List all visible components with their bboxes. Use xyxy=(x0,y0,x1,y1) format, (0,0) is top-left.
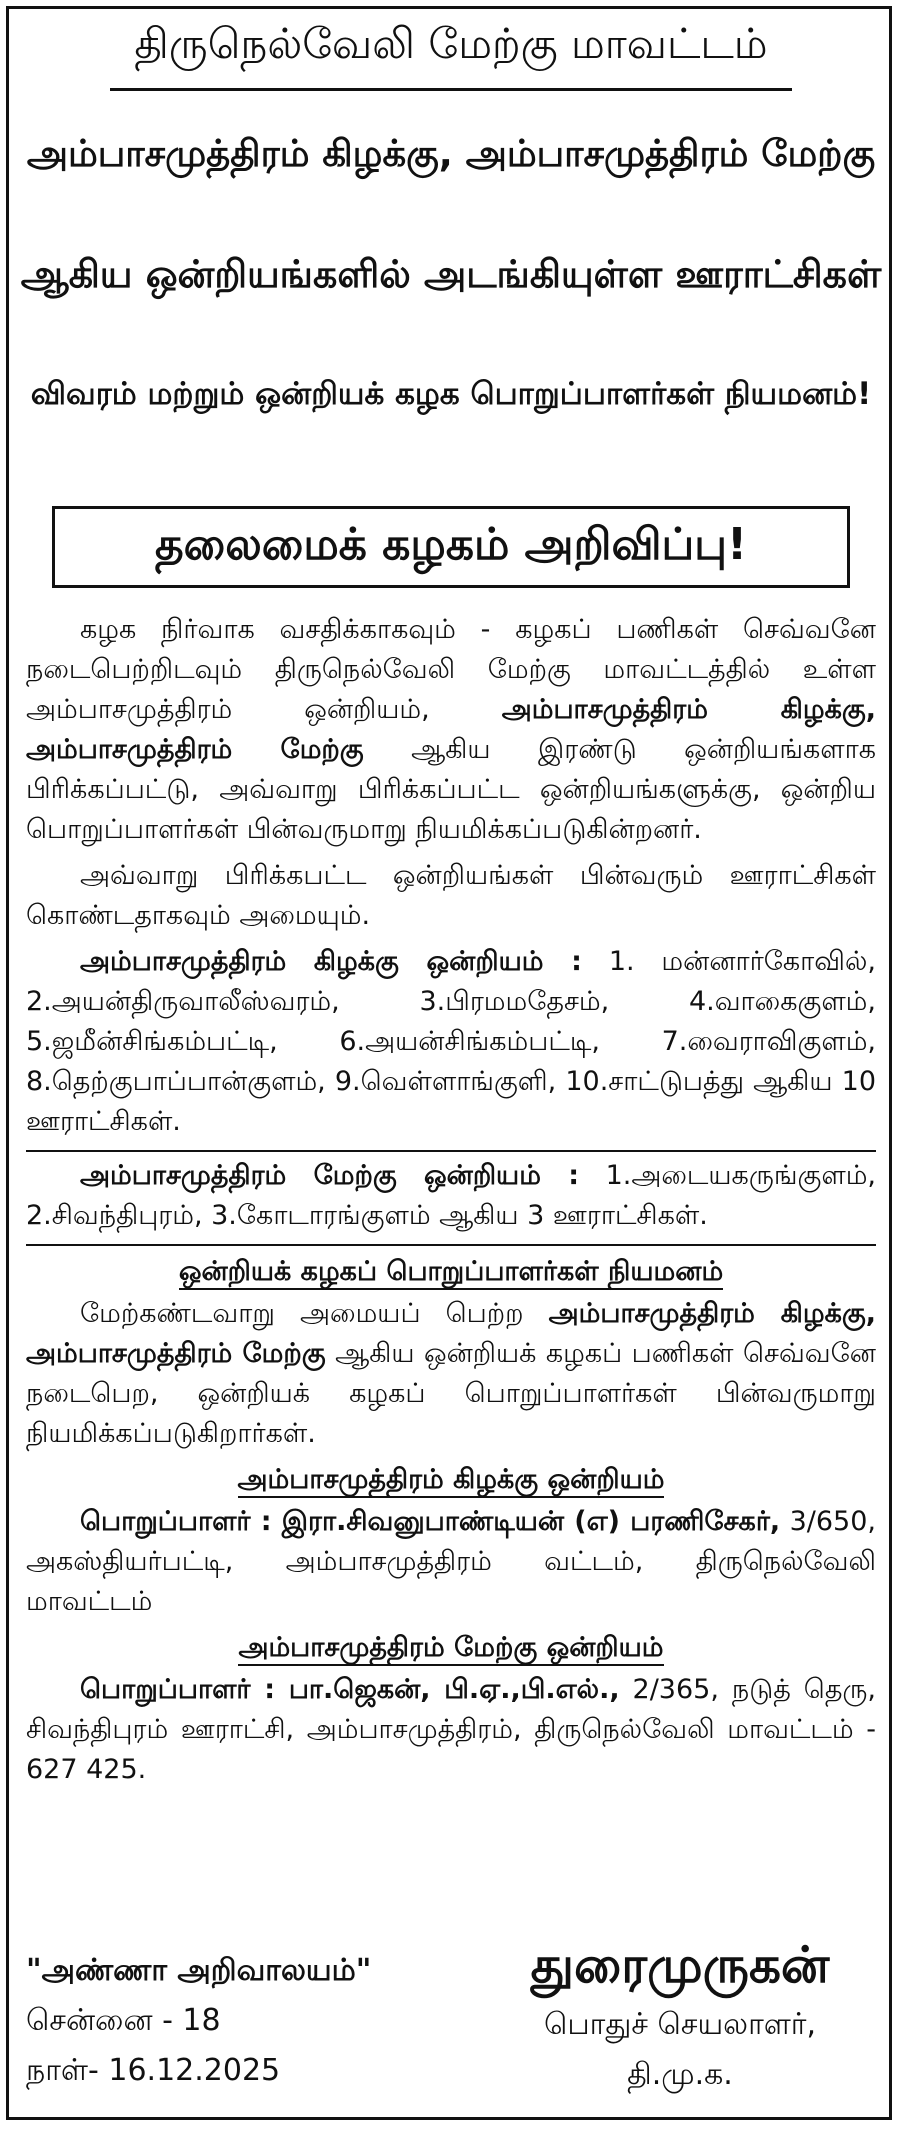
east-person-address: 3/650, அகஸ்தியர்பட்டி, அம்பாசமுத்திரம் வட்டம், திருநெல்வேலி மாவட்டம் xyxy=(26,1506,876,1617)
paragraph-intro xyxy=(26,610,876,850)
divider xyxy=(26,1244,876,1246)
divider xyxy=(26,1150,876,1152)
west-heading-text: அம்பாசமுத்திரம் மேற்கு ஒன்றியம் xyxy=(238,1632,663,1666)
east-heading xyxy=(26,1460,876,1500)
west-person-address: 2/365, நடுத் தெரு, சிவந்திபுரம் ஊராட்சி, அம்பாசமுத்திரம், திருநெல்வேலி மாவட்டம் - 627 425. xyxy=(26,1674,877,1785)
footer-date: நாள்- 16.12.2025 xyxy=(26,2053,281,2088)
footer-signatory xyxy=(480,1930,880,2100)
notice-title-box xyxy=(52,506,850,588)
east-union-label: அம்பாசமுத்திரம் கிழக்கு ஒன்றியம் : xyxy=(80,946,582,977)
west-union-label: அம்பாசமுத்திரம் மேற்கு ஒன்றியம் : xyxy=(80,1160,580,1191)
appointments-text: மேற்கண்டவாறு அமையப் பெற்ற xyxy=(80,1298,549,1329)
intro-text: கழக நிர்வாக வசதிக்காகவும் - கழகப் பணிகள் செவ்வனே நடைபெற்றிடவும் திருநெல்வேலி மேற்கு மாவட்டத்தில் உள்ள அம்பாசமுத்திரம் ஒன்றியம், xyxy=(26,614,876,725)
district-title: திருநெல்வேலி மேற்கு மாவட்டம் xyxy=(134,19,768,68)
paragraph-panchayats: அவ்வாறு பிரிக்கபட்ட ஒன்றியங்கள் பின்வரும் ஊராட்சிகள் கொண்டதாகவும் அமையும். xyxy=(26,860,876,931)
east-heading-text: அம்பாசமுத்திரம் கிழக்கு ஒன்றியம் xyxy=(238,1464,665,1498)
paragraph-appointments xyxy=(26,1294,876,1454)
east-person xyxy=(26,1502,876,1622)
footer-place-date xyxy=(26,1946,446,2096)
east-union-panchayats xyxy=(26,942,876,1142)
headline-line-3: விவரம் மற்றும் ஒன்றியக் கழக பொறுப்பாளர்கள் நியமனம்! xyxy=(30,376,872,412)
footer-city: சென்னை - 18 xyxy=(26,2003,221,2038)
headline-line-1: அம்பாசமுத்திரம் கிழக்கு, அம்பாசமுத்திரம் மேற்கு xyxy=(26,132,876,175)
headline-line-2: ஆகிய ஒன்றியங்களில் அடங்கியுள்ள ஊராட்சிகள் xyxy=(20,252,882,296)
west-union-panchayats xyxy=(26,1156,876,1236)
intro-text-end: ஆகிய இரண்டு ஒன்றியங்களாக பிரிக்கப்பட்டு, அவ்வாறு பிரிக்கப்பட்ட ஒன்றியங்களுக்கு, ஒன்றிய பொறுப்பாளர்கள் பின்வருமாறு நியமிக்கப்படுகின்றனர். xyxy=(26,734,876,845)
title-divider xyxy=(110,88,792,91)
appointments-heading xyxy=(26,1252,876,1292)
east-person-name: பொறுப்பாளர் : இரா.சிவனுபாண்டியன் (எ) பரணிசேகர், xyxy=(80,1506,781,1537)
west-person xyxy=(26,1670,876,1790)
appointments-unions-bold: அம்பாசமுத்திரம் கிழக்கு, அம்பாசமுத்திரம் மேற்கு xyxy=(26,1298,877,1369)
east-union-list: 1. மன்னார்கோவில், 2.அயன்திருவாலீஸ்வரம், 3.பிரமமதேசம், 4.வாகைகுளம், 5.ஜமீன்சிங்கம்பட்டி, 6.அயன்சிங்கம்பட்டி, 7.வைராவிகுளம், 8.தெற்குபாப்பான்குளம், 9.வெள்ளாங்குளி, 10.சாட்டுபத்து ஆகிய 10 ஊராட்சிகள். xyxy=(26,946,876,1137)
notice-title: தலைமைக் கழகம் அறிவிப்பு! xyxy=(154,518,748,570)
footer-place: "அண்ணா அறிவாலயம்" xyxy=(26,1953,372,1988)
notice-body xyxy=(26,610,876,1790)
appointments-text-end: ஆகிய ஒன்றியக் கழகப் பணிகள் செவ்வனே நடைபெற, ஒன்றியக் கழகப் பொறுப்பாளர்கள் பின்வருமாறு நியமிக்கப்படுகிறார்கள். xyxy=(26,1338,876,1449)
appointments-heading-text: ஒன்றியக் கழகப் பொறுப்பாளர்கள் நியமனம் xyxy=(179,1256,723,1290)
signatory-party: தி.மு.க. xyxy=(627,2057,733,2092)
signatory-designation: பொதுச் செயலாளர், xyxy=(543,2007,817,2042)
west-union-list: 1.அடையகருங்குளம், 2.சிவந்திபுரம், 3.கோடாரங்குளம் ஆகிய 3 ஊராட்சிகள். xyxy=(26,1160,877,1231)
west-heading xyxy=(26,1628,876,1668)
signatory-name: துரைமுருகன் xyxy=(530,1936,830,1994)
west-person-name: பொறுப்பாளர் : பா.ஜெகன், பி.ஏ.,பி.எல்., xyxy=(80,1674,620,1705)
intro-unions-bold: அம்பாசமுத்திரம் கிழக்கு, அம்பாசமுத்திரம் மேற்கு xyxy=(26,694,877,765)
